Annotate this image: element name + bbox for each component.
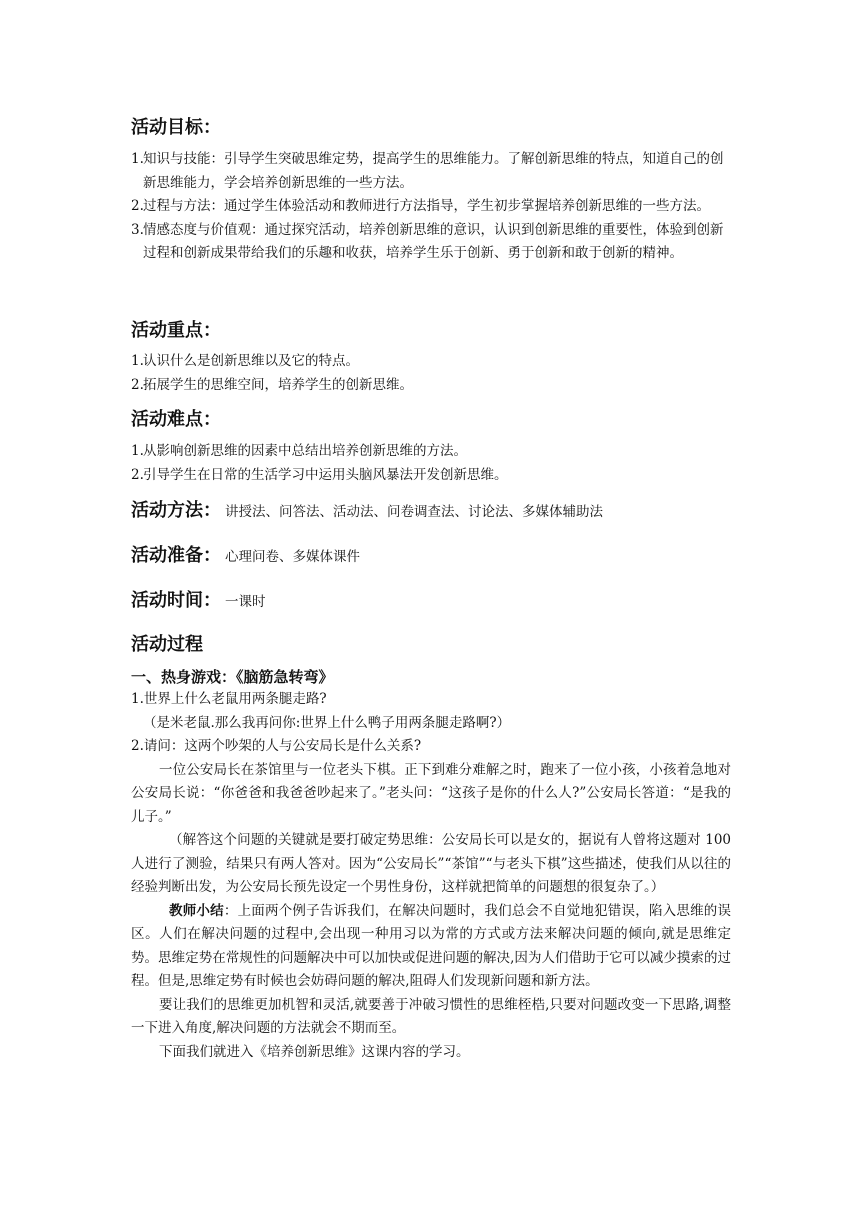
question-1: 1.世界上什么老鼠用两条腿走路?: [131, 691, 327, 707]
summary-label: 教师小结: [169, 902, 224, 919]
preparation-row: [131, 545, 360, 568]
list-item: 2.引导学生在日常的生活学习中运用头脑风暴法开发创新思维。: [131, 466, 508, 483]
summary-paragraph: [131, 900, 731, 994]
goals-list: [131, 148, 731, 266]
paragraph-3: 下面我们就进入《培养创新思维》这课内容的学习。: [159, 1043, 470, 1060]
time-heading: 活动时间：: [131, 590, 221, 611]
question-1-answer: （是米老鼠.那么我再问你:世界上什么鸭子用两条腿走路啊?）: [143, 714, 511, 731]
goals-heading: 活动目标：: [131, 117, 221, 138]
key-points-list: [131, 350, 731, 397]
key-points-heading: 活动重点：: [131, 320, 221, 341]
difficulties-list: [131, 440, 731, 487]
list-item: 2.过程与方法：通过学生体验活动和教师进行方法指导，学生初步掌握培养创新思维的一些方法。: [131, 198, 710, 214]
list-item: 1.从影响创新思维的因素中总结出培养创新思维的方法。: [131, 443, 467, 459]
explanation-paragraph: （解答这个问题的关键就是要打破定势思维：公安局长可以是女的，据说有人曾将这题对 100 人进行了测验，结果只有两人答对。因为“公安局长”“茶馆”“与老头下棋”这些描述，使我们从以往的经验判断出发，为公安局长预先设定一个男性身份，这样就把简单的问题想的很复杂了。）: [131, 832, 731, 895]
methods-value: 讲授法、问答法、活动法、问卷调查法、讨论法、多媒体辅助法: [225, 504, 603, 520]
question-2: 2.请问：这两个吵架的人与公安局长是什么关系?: [131, 738, 422, 754]
difficulties-heading: 活动难点：: [131, 409, 221, 430]
preparation-heading: 活动准备：: [131, 545, 221, 566]
list-item: 1.认识什么是创新思维以及它的特点。: [131, 353, 359, 369]
time-value: 一课时: [225, 594, 266, 610]
paragraph-2: 要让我们的思维更加机智和灵活,就要善于冲破习惯性的思维桎梏,只要对问题改变一下思路,调整一下进入角度,解决问题的方法就会不期而至。: [131, 996, 731, 1036]
list-item: 2.拓展学生的思维空间，培养学生的创新思维。: [131, 376, 413, 393]
preparation-value: 心理问卷、多媒体课件: [225, 549, 360, 565]
methods-heading: 活动方法：: [131, 500, 221, 521]
time-row: [131, 590, 266, 613]
list-item: 3.情感态度与价值观：通过探究活动，培养创新思维的意识，认识到创新思维的重要性，体验到创新过程和创新成果带给我们的乐趣和收获，培养学生乐于创新、勇于创新和敢于创新的精神。: [131, 221, 724, 261]
process-body: [131, 688, 731, 1064]
process-heading: 活动过程: [131, 634, 203, 655]
story-paragraph: 一位公安局长在茶馆里与一位老头下棋。正下到难分难解之时，跑来了一位小孩，小孩着急地对公安局长说：“你爸爸和我爸爸吵起来了。”老头问：“这孩子是你的什么人?”公安局长答道：“是我的儿子。”: [131, 761, 731, 825]
methods-row: [131, 500, 603, 523]
section1-title: 一、热身游戏：《脑筋急转弯》: [131, 668, 334, 686]
summary-text: ：上面两个例子告诉我们，在解决问题时，我们总会不自觉地犯错误，陷入思维的误区。人们在解决问题的过程中,会出现一种用习以为常的方式或方法来解决问题的倾向,就是思维定势。思维定势在常规性的问题解决中可以加快或促进问题的解决,因为人们借助于它可以减少摸索的过程。但是,思维定势有时候也会妨碍问题的解决,阻碍人们发现新问题和新方法。: [131, 902, 732, 989]
list-item: 1.知识与技能：引导学生突破思维定势，提高学生的思维能力。了解创新思维的特点，知道自己的创新思维能力，学会培养创新思维的一些方法。: [131, 151, 724, 191]
